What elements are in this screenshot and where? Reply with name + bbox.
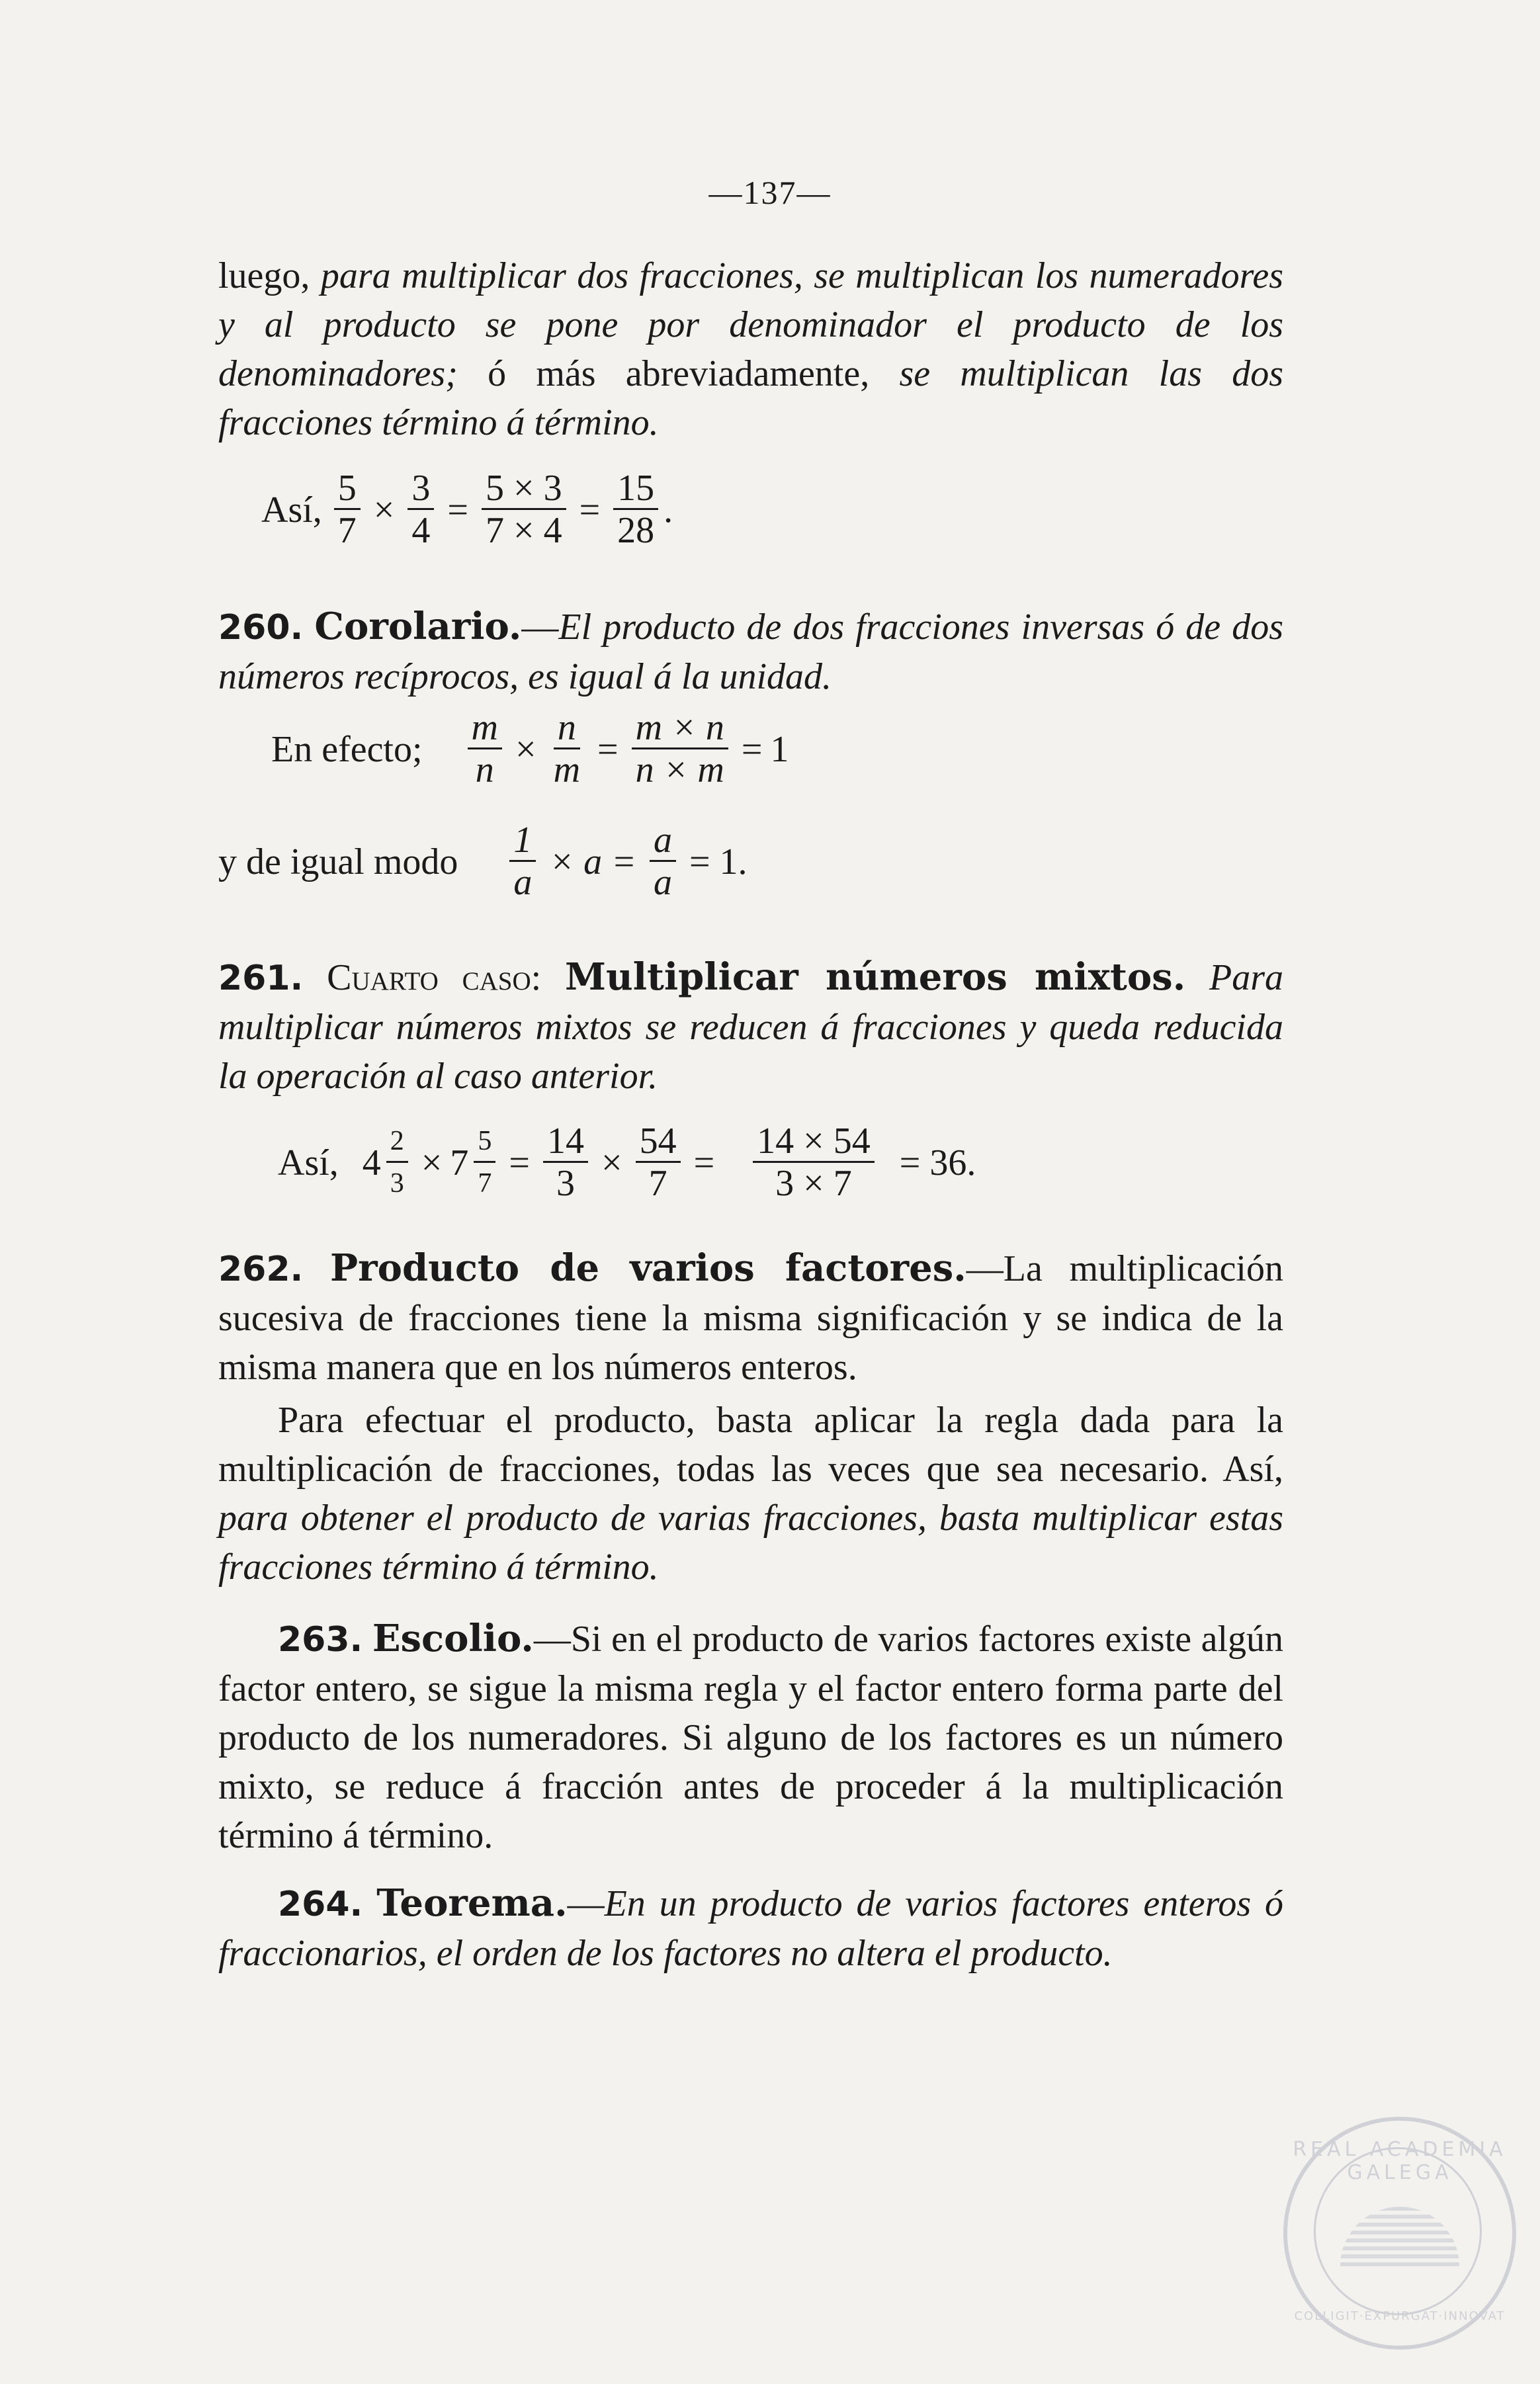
equals-sign: = — [579, 489, 601, 531]
section-number: 261. — [218, 958, 304, 998]
fraction — [650, 820, 676, 903]
example-3-label: y de igual modo — [218, 841, 458, 882]
section-number: 263. — [278, 1620, 363, 1660]
numerator: n — [554, 708, 580, 749]
section-title: Corolario. — [314, 605, 522, 648]
section-260 — [218, 602, 1283, 701]
section-text: Para multiplicar números mixtos se reducen á fracciones y queda reducida la operación al caso anterior. — [218, 957, 1284, 1097]
numerator: 5 — [334, 468, 361, 510]
fraction — [407, 468, 434, 551]
times-sign: × — [373, 489, 395, 531]
period: . — [663, 489, 673, 531]
denominator: 3 × 7 — [775, 1163, 852, 1204]
numerator: 1 — [509, 820, 536, 862]
denominator: a — [653, 862, 672, 903]
section-number: 260. — [218, 608, 304, 648]
times-sign: × — [421, 1142, 443, 1183]
paragraph-262b — [218, 1396, 1283, 1592]
fraction — [632, 708, 728, 790]
example-2-label: En efecto; — [271, 728, 423, 770]
numerator: a — [650, 820, 676, 862]
fraction — [550, 708, 584, 790]
denominator: 7 — [648, 1163, 667, 1204]
denominator: m — [553, 749, 581, 790]
denominator: a — [513, 862, 533, 903]
numerator: m × n — [632, 708, 728, 749]
numerator: 5 — [474, 1121, 495, 1163]
section-text: —Si en el producto de varios factores existe algún factor entero, se sigue la misma regla y el factor entero forma parte del producto de los numeradores. Si alguno de los factores es un número mixto, se reduce á fracción antes de proceder á la multiplicación término á término. — [218, 1619, 1283, 1856]
denominator: 7 × 4 — [485, 510, 562, 551]
example-1-equation — [261, 468, 673, 551]
case-label: Cuarto caso: — [327, 957, 542, 998]
denominator: 28 — [617, 510, 655, 551]
fraction — [613, 468, 658, 551]
numerator: 14 × 54 — [753, 1121, 875, 1163]
equals-sign: = — [741, 728, 763, 770]
fraction — [334, 468, 361, 551]
fraction — [543, 1121, 588, 1204]
section-title: Multiplicar números mixtos. — [565, 955, 1186, 999]
times-sign: × — [515, 728, 536, 770]
example-3-equation — [218, 820, 755, 903]
section-264 — [218, 1879, 1283, 1978]
fraction — [482, 468, 566, 551]
numerator: 15 — [613, 468, 658, 510]
fraction — [509, 820, 536, 903]
section-text: —La multiplicación sucesiva de fracciones tiene la misma significación y se indica de la misma manera que en los números enteros. — [218, 1248, 1283, 1388]
dash: — — [521, 607, 559, 648]
section-title: Producto de varios factores. — [330, 1246, 966, 1290]
section-262 — [218, 1244, 1283, 1392]
section-number: 262. — [218, 1250, 304, 1289]
section-title: Escolio. — [372, 1617, 534, 1660]
numerator: 14 — [543, 1121, 588, 1163]
denominator: n × m — [635, 749, 724, 790]
example-1-label: Así, — [261, 489, 322, 531]
paragraph-intro — [218, 251, 1283, 447]
section-number: 264. — [278, 1885, 363, 1924]
section-261 — [218, 953, 1283, 1101]
stamp-bottom-text: COLLIGIT·EXPURGAT·INNOVAT — [1294, 2309, 1506, 2323]
times-sign: × — [601, 1142, 622, 1183]
paragraph-rule: para obtener el producto de varias fracciones, basta multiplicar estas fracciones término á término. — [218, 1498, 1283, 1588]
fraction — [636, 1121, 681, 1204]
fraction — [474, 1121, 495, 1204]
whole-number: 7 — [450, 1142, 469, 1183]
denominator: 7 — [478, 1168, 492, 1199]
dash: — — [567, 1883, 605, 1924]
result: = 36. — [899, 1142, 976, 1183]
library-stamp — [1283, 2117, 1516, 2350]
times-a: × a = — [549, 841, 636, 882]
section-title: Teorema. — [376, 1881, 568, 1925]
numerator: 5 × 3 — [482, 468, 566, 510]
equals-sign: = — [447, 489, 468, 531]
denominator: 3 — [390, 1168, 404, 1199]
example-4-label: Así, — [278, 1142, 339, 1183]
fraction — [386, 1121, 408, 1204]
denominator: 4 — [411, 510, 431, 551]
denominator: 7 — [337, 510, 357, 551]
equals-sign: = — [597, 728, 619, 770]
section-text: En un producto de varios factores enteros ó fraccionarios, el orden de los factores no altera el producto. — [218, 1883, 1283, 1974]
result: = 1. — [689, 841, 748, 882]
result: 1 — [770, 728, 789, 770]
equals-sign: = — [693, 1142, 715, 1183]
stamp-top-text: REAL ACADEMIA GALEGA — [1293, 2138, 1507, 2184]
example-2-equation — [271, 708, 789, 790]
fraction — [468, 708, 502, 790]
section-text: El producto de dos fracciones inversas ó de dos números recíprocos, es igual á la unidad. — [218, 607, 1284, 697]
intro-rule-short: se multiplican las dos fracciones término á término. — [218, 353, 1284, 443]
intro-lead: luego, — [218, 255, 310, 296]
numerator: 2 — [386, 1121, 408, 1163]
denominator: 3 — [556, 1163, 575, 1204]
paragraph-text: Para efectuar el producto, basta aplicar la regla dada para la multiplicación de fracciones, todas las veces que sea necesario. Así, — [218, 1400, 1283, 1490]
example-4-equation — [278, 1121, 984, 1204]
numerator: 54 — [636, 1121, 681, 1163]
numerator: m — [468, 708, 502, 749]
section-263 — [218, 1614, 1283, 1860]
whole-number: 4 — [362, 1142, 381, 1183]
numerator: 3 — [407, 468, 434, 510]
page-number: —137— — [708, 174, 832, 211]
intro-connector: ó más abreviadamente, — [488, 353, 870, 394]
fraction — [753, 1121, 875, 1204]
intro-rule: para multiplicar dos fracciones, se multiplican los numeradores y al producto se pone por denominador el producto de los denominadores; — [218, 255, 1284, 394]
equals-sign: = — [509, 1142, 530, 1183]
denominator: n — [475, 749, 494, 790]
